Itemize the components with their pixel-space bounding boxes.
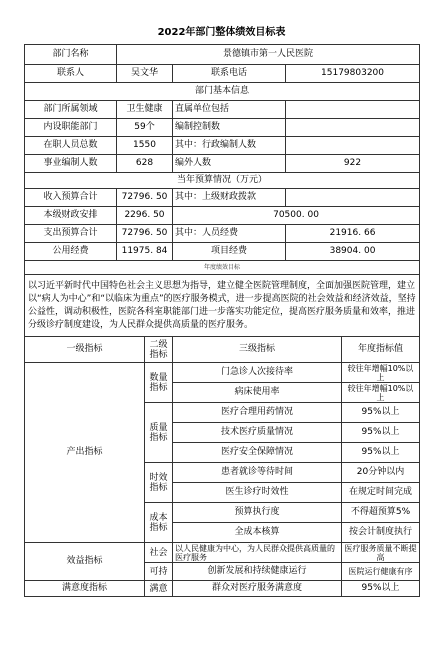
phone-value: 15179803200 [286, 65, 420, 83]
dept-name-label: 部门名称 [25, 45, 117, 65]
personnel-label: 其中：人员经费 [173, 225, 286, 243]
indicator-name: 医生诊疗时效性 [173, 483, 342, 503]
sustain-label: 可持 [145, 563, 173, 581]
admin-label: 其中：行政编制人数 [173, 137, 286, 155]
indicator-name: 医疗安全保障情况 [173, 443, 342, 463]
contact-value: 吴文华 [117, 65, 173, 83]
extra-label: 编外人数 [173, 155, 286, 173]
extra-value: 922 [286, 155, 420, 173]
career-label: 事业编制人数 [25, 155, 117, 173]
transfer-label: 其中：上级财政拨款 [173, 189, 286, 207]
expense-label: 支出预算合计 [25, 225, 117, 243]
quantity-label: 数量指标 [145, 363, 173, 403]
dept-name-value: 景德镇市第一人民医院 [117, 45, 420, 65]
indicator-name: 创新发展和持续健康运行 [173, 563, 342, 581]
row-basic-title [25, 83, 420, 101]
indicator-name: 预算执行度 [173, 503, 342, 523]
satisfaction-sub-label: 满意 [145, 581, 173, 597]
quality-label: 质量指标 [145, 403, 173, 463]
row-staff [25, 137, 420, 155]
row-annual-title [25, 261, 420, 275]
public-label: 公用经费 [25, 243, 117, 261]
staff-label: 在职人员总数 [25, 137, 117, 155]
indicator-name: 病床使用率 [173, 383, 342, 403]
transfer-value [286, 189, 420, 207]
row-fiscal [25, 207, 420, 225]
header-value: 年度指标值 [342, 337, 420, 363]
budget-section-title: 当年预算情况（万元） [25, 173, 420, 189]
field-label: 部门所属领域 [25, 101, 117, 119]
indicator-name: 群众对医疗服务满意度 [173, 581, 342, 597]
basic-section-title: 部门基本信息 [25, 83, 420, 101]
phone-label: 联系电话 [173, 65, 286, 83]
indicator-value: 95%以上 [342, 443, 420, 463]
row-annual-text [25, 275, 420, 337]
indicator-value: 在规定时间完成 [342, 483, 420, 503]
public-value: 11975. 84 [117, 243, 173, 261]
internal-label: 内设职能部门 [25, 119, 117, 137]
row-field [25, 101, 420, 119]
indicator-value: 医院运行健康有序 [342, 563, 420, 581]
row-income [25, 189, 420, 207]
annual-section-title: 年度绩效目标 [25, 261, 420, 275]
time-label: 时效指标 [145, 463, 173, 503]
cost-label: 成本指标 [145, 503, 173, 543]
indicator-value: 95%以上 [342, 423, 420, 443]
staffing-label: 编制控制数 [173, 119, 286, 137]
project-value: 38904. 00 [286, 243, 420, 261]
header-level3: 三级指标 [173, 337, 342, 363]
indicator-value: 20分钟以内 [342, 463, 420, 483]
indicator-name: 全成本核算 [173, 523, 342, 543]
career-value: 628 [117, 155, 173, 173]
row-dept-name [25, 45, 420, 65]
row-expense [25, 225, 420, 243]
admin-value [286, 137, 420, 155]
expense-value: 72796. 50 [117, 225, 173, 243]
unit-value [286, 101, 420, 119]
social-label: 社会 [145, 543, 173, 563]
indicator-row [25, 581, 420, 597]
row-indicator-header [25, 337, 420, 363]
fiscal-value: 2296. 50 [117, 207, 173, 225]
satisfaction-label: 满意度指标 [25, 581, 145, 597]
annual-goal-text: 以习近平新时代中国特色社会主义思想为指导，建立健全医院管理制度，全面加强医院管理，建立以“病人为中心”和“以临床为重点”的医疗服务模式，进一步提高医院的社会效益和经济效益，坚持公益性，调动积极性，医院各科室职能部门进一步落实功能定位，提高医疗服务质量和效率，推进分级诊疗制度建设，为人民群众提供高质量的医疗服务。 [25, 275, 420, 337]
indicator-name: 门急诊人次接待率 [173, 363, 342, 383]
indicator-value: 医疗服务质量不断提高 [342, 543, 420, 563]
internal-value: 59个 [117, 119, 173, 137]
header-level2: 二级指标 [145, 337, 173, 363]
output-label: 产出指标 [25, 363, 145, 543]
field-value: 卫生健康 [117, 101, 173, 119]
header-level1: 一级指标 [25, 337, 145, 363]
performance-table [24, 44, 420, 597]
row-public [25, 243, 420, 261]
staffing-value [286, 119, 420, 137]
indicator-row [25, 363, 420, 383]
indicator-name: 医疗合理用药情况 [173, 403, 342, 423]
indicator-row [25, 543, 420, 563]
row-budget-title [25, 173, 420, 189]
indicator-value: 95%以上 [342, 403, 420, 423]
fiscal-right-value: 70500. 00 [173, 207, 420, 225]
income-value: 72796. 50 [117, 189, 173, 207]
fiscal-label: 本级财政安排 [25, 207, 117, 225]
unit-label: 直属单位包括 [173, 101, 286, 119]
row-internal [25, 119, 420, 137]
indicator-value: 较往年增幅10%以上 [342, 363, 420, 383]
indicator-value: 按会计制度执行 [342, 523, 420, 543]
indicator-value: 95%以上 [342, 581, 420, 597]
project-label: 项目经费 [173, 243, 286, 261]
indicator-name: 患者就诊等待时间 [173, 463, 342, 483]
indicator-value: 较往年增幅10%以上 [342, 383, 420, 403]
personnel-value: 21916. 66 [286, 225, 420, 243]
row-career [25, 155, 420, 173]
page-title: 2022年部门整体绩效目标表 [157, 27, 286, 38]
income-label: 收入预算合计 [25, 189, 117, 207]
staff-value: 1550 [117, 137, 173, 155]
contact-label: 联系人 [25, 65, 117, 83]
indicator-name: 以人民健康为中心，为人民群众提供高质量的医疗服务 [173, 543, 342, 563]
indicator-value: 不得超预算5% [342, 503, 420, 523]
benefit-label: 效益指标 [25, 543, 145, 581]
row-contact [25, 65, 420, 83]
indicator-name: 技术医疗质量情况 [173, 423, 342, 443]
